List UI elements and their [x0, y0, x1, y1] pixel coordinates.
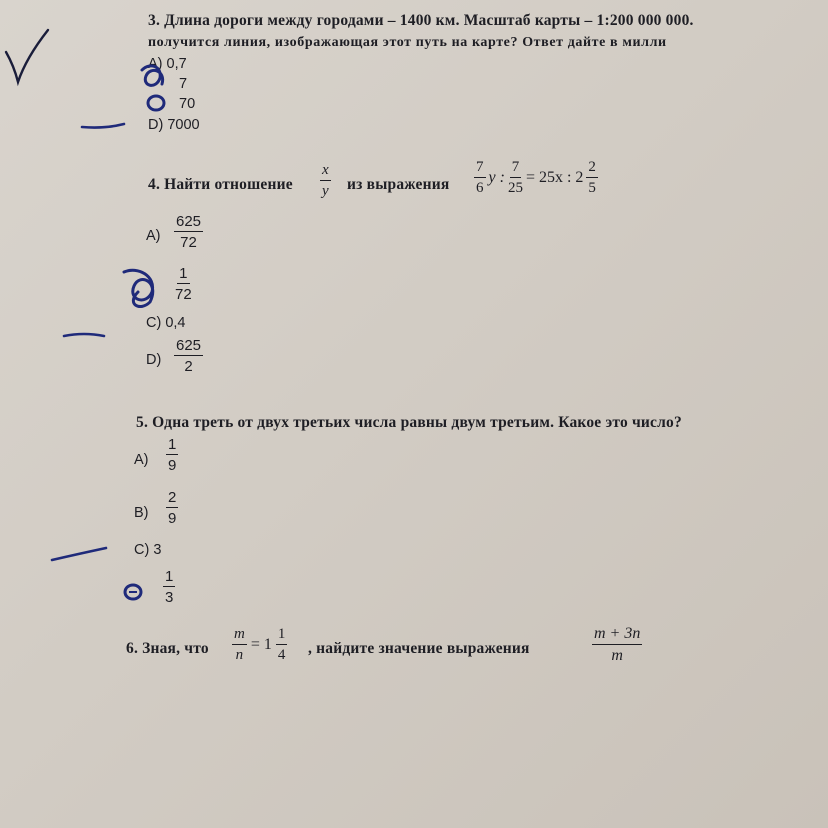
q5-option-a[interactable]	[166, 437, 178, 473]
q4-opt-a-num: 625	[176, 213, 202, 230]
q5-option-b[interactable]	[166, 490, 178, 526]
check-mark-icon	[6, 30, 48, 82]
q3-line1: 3. Длина дороги между городами – 1400 км. Масштаб карты – 1:200 000 000.	[148, 12, 694, 29]
q6-mid: , найдите значение выражения	[308, 640, 530, 657]
q4-option-a-label: A)	[146, 228, 161, 244]
q4-opt-d-den: 2	[184, 358, 193, 375]
q4-expr-c-den: 5	[588, 180, 596, 196]
q4-option-d-label: D)	[146, 352, 162, 368]
scribble-q4	[124, 270, 153, 306]
q6-m: m	[232, 627, 247, 645]
q4-expr-b-num: 7	[510, 160, 522, 178]
q4-option-a[interactable]	[174, 214, 203, 250]
q4-expr-rhs: = 25x : 2	[525, 169, 584, 186]
q4-ratio-fraction	[320, 163, 331, 199]
q5-option-a-label: A)	[134, 452, 149, 468]
q5-opt-b-den: 9	[168, 510, 177, 527]
q5-option-d[interactable]	[163, 569, 175, 605]
answer-dash-q5	[52, 548, 106, 560]
q6-mixed-num: 1	[276, 627, 288, 645]
q4-expr-a-num: 7	[474, 160, 486, 178]
circle-mark-q5	[125, 585, 141, 599]
q5-option-b-label: B)	[134, 505, 149, 521]
q4-expr-c-num: 2	[586, 160, 598, 178]
q6-mixed-den: 4	[277, 647, 286, 663]
q4-expression	[474, 160, 598, 196]
q4-mid: из выражения	[347, 176, 450, 193]
q4-option-b[interactable]	[175, 266, 192, 302]
q6-condition	[232, 627, 287, 663]
q4-ratio-num: x	[320, 163, 331, 181]
answer-dash-q3	[82, 124, 124, 128]
answer-dash-q4	[64, 334, 104, 336]
q4-expr-y: y :	[488, 169, 505, 186]
q4-opt-d-num: 625	[176, 337, 202, 354]
q5-title: 5. Одна треть от двух третьих числа равны двум третьим. Какое это число?	[136, 414, 682, 431]
q3-option-c[interactable]: 70	[179, 96, 196, 112]
circle-mark-q3	[148, 96, 164, 110]
q4-opt-a-den: 72	[180, 234, 197, 251]
q6-lead: 6. Зная, что	[126, 640, 209, 657]
q5-opt-b-num: 2	[168, 489, 177, 506]
q6-expr-den: m	[611, 647, 623, 664]
q3-option-a[interactable]: A) 0,7	[148, 56, 187, 72]
q6-n: n	[235, 647, 244, 663]
q4-opt-b-num: 1	[179, 265, 188, 282]
q5-option-c[interactable]: C) 3	[134, 542, 162, 558]
q6-target-expression	[592, 626, 642, 664]
q4-option-d[interactable]	[174, 338, 203, 374]
q5-opt-d-den: 3	[165, 589, 174, 606]
q4-option-c[interactable]: C) 0,4	[146, 315, 186, 331]
q6-expr-num: m + 3n	[592, 626, 642, 645]
q4-ratio-den: y	[322, 183, 329, 199]
q4-opt-b-den: 72	[175, 286, 192, 303]
q3-option-b[interactable]: 7	[179, 76, 188, 92]
q3-line2: получится линия, изображающая этот путь на карте? Ответ дайте в милли	[148, 35, 667, 50]
q5-opt-a-den: 9	[168, 457, 177, 474]
q5-opt-a-num: 1	[168, 436, 177, 453]
q4-expr-a-den: 6	[476, 180, 484, 196]
q6-eq: = 1	[250, 636, 272, 653]
q5-opt-d-num: 1	[165, 568, 174, 585]
q4-expr-b-den: 25	[507, 180, 523, 196]
q4-lead: 4. Найти отношение	[148, 176, 293, 193]
q3-option-d[interactable]: D) 7000	[148, 117, 200, 133]
